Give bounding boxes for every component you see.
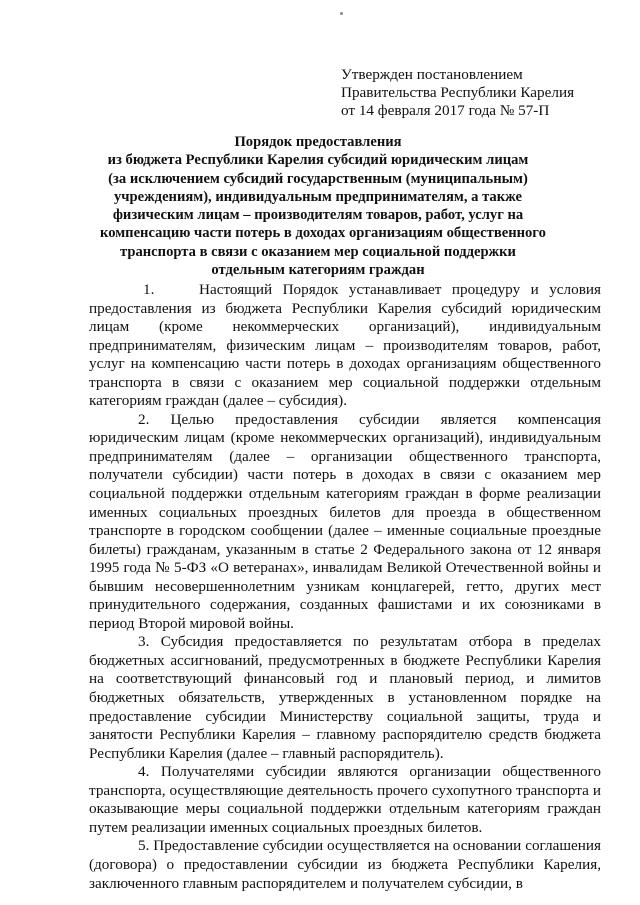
paragraph-1-text: Настоящий Порядок устанавливает процедуру и условия предоставления из бюджета Республики Карелия субсидий юридическим лицам (кроме некоммерческих организаций), индивидуальным предпринимателям, физическим лицам – производителям товаров, работ, услуг на компенсацию части потерь в доходах организациям общественного транспорта в связи с оказанием мер социальной поддержки отдельным категориям граждан (далее – субсидия). [89, 281, 601, 410]
title-line-5: физическим лицам – производителям товаров, работ, услуг на [112, 207, 524, 224]
title-line-7: транспорта в связи с оказанием мер социальной поддержки [120, 243, 516, 260]
title-line-4: учреждениям), индивидуальным предпринимателям, а также [113, 188, 522, 205]
title-line-1: Порядок предоставления [234, 134, 402, 150]
approval-stamp [341, 66, 621, 120]
document-title [100, 133, 546, 279]
paragraph-1 [89, 281, 601, 411]
paragraph-5: 5. Предоставление субсидии осуществляется на основании соглашения (договора) о предоставлении субсидии из бюджета Республики Карелия, заключенного главным распорядителем и получателем субсидии, в [89, 837, 601, 892]
paragraph-3: 3. Субсидия предоставляется по результатам отбора в пределах бюджетных ассигнований, предусмотренных в бюджете Республики Карелия на соответствующий финансовый год и плановый период, и лимитов бюджетных обязательств, утвержденных в установленном порядке на предоставление субсидии Министерству социальной защиты, труда и занятости Республики Карелия – главному распорядителю средств бюджета Республики Карелия (далее – главный распорядитель). [89, 633, 601, 762]
scan-mark [340, 12, 343, 15]
paragraph-1-number: 1. [143, 281, 155, 298]
approval-line-1: Утвержден постановлением [341, 66, 523, 83]
document-body [89, 281, 601, 893]
title-line-8: отдельным категориям граждан [211, 262, 425, 279]
paragraph-2: 2. Целью предоставления субсидии является компенсация юридическим лицам (кроме некоммерческих организаций), индивидуальным предпринимателям (далее – организации общественного транспорта, получатели субсидии) части потерь в доходах в связи с оказанием мер социальной поддержки отдельным категориям граждан в форме реализации именных социальных проездных билетов для проезда в общественном транспорте в городском сообщении (далее – именные социальные проездные билеты) гражданам, указанным в статье 2 Федерального закона от 12 января 1995 года № 5-ФЗ «О ветеранах», инвалидам Великой Отечественной войны и бывшим несовершеннолетним узникам концлагерей, гетто, других мест принудительного содержания, созданных фашистами и их союзниками в период Второй мировой войны. [89, 410, 601, 632]
title-line-2: из бюджета Республики Карелия субсидий юридическим лицам [107, 152, 529, 169]
approval-line-3: от 14 февраля 2017 года № 57-П [341, 102, 550, 119]
title-line-6: компенсацию части потерь в доходах организациям общественного [100, 225, 546, 242]
title-line-3: (за исключением субсидий государственным (муниципальным) [108, 170, 528, 187]
paragraph-4: 4. Получателями субсидии являются организации общественного транспорта, осуществляющие деятельность прочего сухопутного транспорта и оказывающие меры социальной поддержки отдельным категориям граждан путем реализации именных социальных проездных билетов. [89, 763, 601, 836]
approval-line-2: Правительства Республики Карелия [341, 84, 575, 101]
